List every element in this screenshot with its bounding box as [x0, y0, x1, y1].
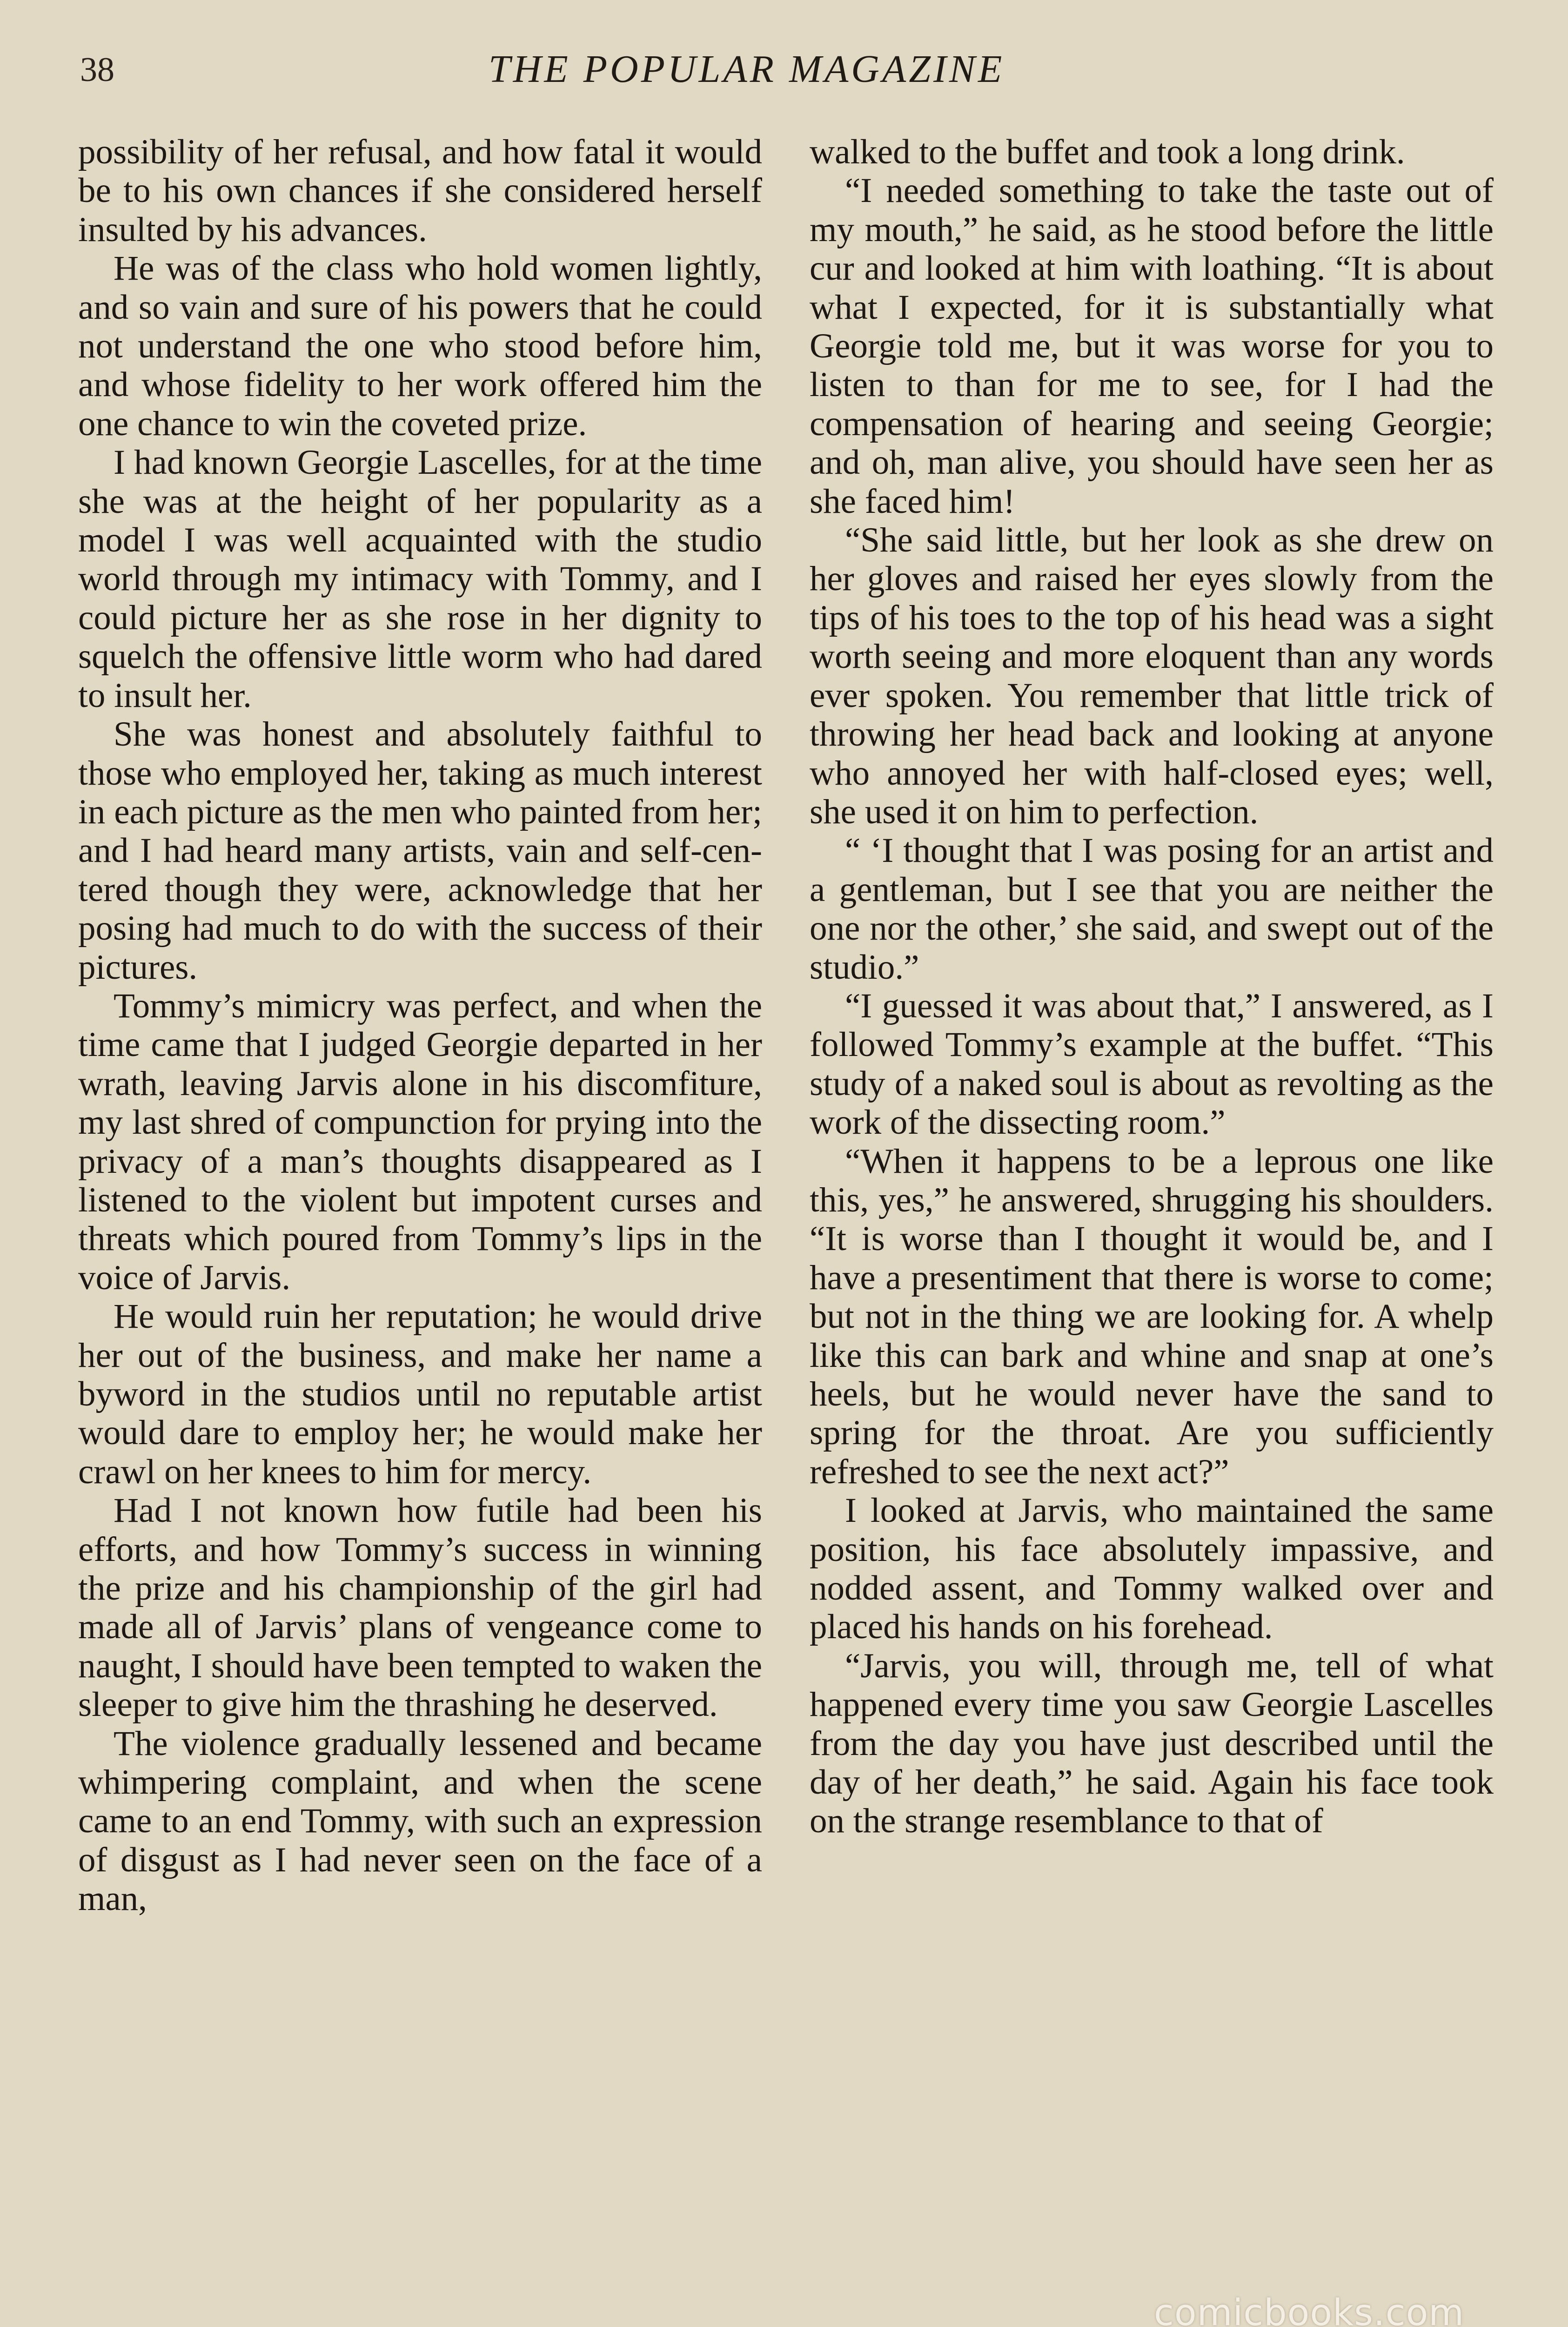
paragraph: possibility of her refusal, and how fatal it would be to his own chances if she considered herself insulted by his advances.: [78, 133, 762, 249]
paragraph: She was honest and absolutely faithful to those who employed her, taking as much interest in each picture as the men who painted from her; and I had heard many artists, vain and self-centered though they were, acknowledge that her posing had much to do with the success of their pictures.: [78, 715, 762, 987]
right-column: [810, 133, 1494, 2292]
paragraph: “When it happens to be a leprous one like this, yes,” he answered, shrugging his shoulders. “It is worse than I thought it would be, and I have a presentiment that there is worse to come; but not in the thing we are looking for. A whelp like this can bark and whine and snap at one’s heels, but he would never have the sand to spring for the throat. Are you sufficiently refreshed to see the next act?”: [810, 1142, 1494, 1491]
paragraph: “I guessed it was about that,” I answered, as I followed Tommy’s example at the buffet. “This study of a naked soul is about as revolting as the work of the dissecting room.”: [810, 986, 1494, 1142]
page-number: 38: [80, 51, 114, 89]
paragraph: Tommy’s mimicry was perfect, and when the time came that I judged Georgie departed in her wrath, leaving Jarvis alone in his discomfiture, my last shred of compunction for prying into the privacy of a man’s thoughts disappeared as I listened to the violent but impotent curses and threats which poured from Tommy’s lips in the voice of Jarvis.: [78, 986, 762, 1297]
paragraph: walked to the buffet and took a long drink.: [810, 133, 1405, 171]
paragraph: He was of the class who hold women lightly, and so vain and sure of his powers that he could not understand the one who stood before him, and whose fidelity to her work offered him the one chance to win the coveted prize.: [78, 249, 762, 443]
left-column: [78, 133, 762, 2292]
paragraph: “She said little, but her look as she drew on her gloves and raised her eyes slowly from the tips of his toes to the top of his head was a sight worth seeing and more eloquent than any words ever spoken. You remember that little trick of throwing her head back and looking at anyone who annoyed her with half-closed eyes; well, she used it on him to perfection.: [810, 521, 1494, 831]
paragraph: Had I not known how futile had been his efforts, and how Tommy’s success in winning the prize and his championship of the girl had made all of Jarvis’ plans of vengeance come to naught, I should have been tempted to waken the sleeper to give him the thrashing he deserved.: [78, 1491, 762, 1724]
paragraph: “I needed something to take the taste out of my mouth,” he said, as he stood before the little cur and looked at him with loathing. “It is about what I expected, for it is substantially what Georgie told me, but it was worse for you to listen to than for me to see, for I had the compensation of hearing and seeing Georgie; and oh, man alive, you should have seen her as she faced him!: [810, 171, 1494, 521]
paragraph: “Jarvis, you will, through me, tell of what happened every time you saw Georgie Lascelles from the day you have just described until the day of her death,” he said. Again his face took on the strange resemblance to that of: [810, 1646, 1494, 1841]
paragraph: “ ‘I thought that I was posing for an artist and a gentleman, but I see that you are neither the one nor the other,’ she said, and swept out of the studio.”: [810, 831, 1494, 987]
paragraph: The violence gradually lessened and became whimpering complaint, and when the scene came to an end Tommy, with such an expression of disgust as I had never seen on the face of a man,: [78, 1724, 762, 1918]
paragraph: I had known Georgie Lascelles, for at the time she was at the height of her popularity as a model I was well acquainted with the studio world through my intimacy with Tommy, and I could picture her as she rose in her dignity to squelch the offensive little worm who had dared to insult her.: [78, 443, 762, 715]
paragraph: He would ruin her reputation; he would drive her out of the business, and make her name a byword in the studios until no reputable artist would dare to employ her; he would make her crawl on her knees to him for mercy.: [78, 1297, 762, 1491]
running-head: THE POPULAR MAGAZINE: [489, 47, 1005, 91]
watermark: comicbooks.com: [1154, 2292, 1465, 2327]
paragraph: I looked at Jarvis, who maintained the same position, his face absolutely impassive, and nodded assent, and Tommy walked over and placed his hands on his forehead.: [810, 1491, 1494, 1647]
